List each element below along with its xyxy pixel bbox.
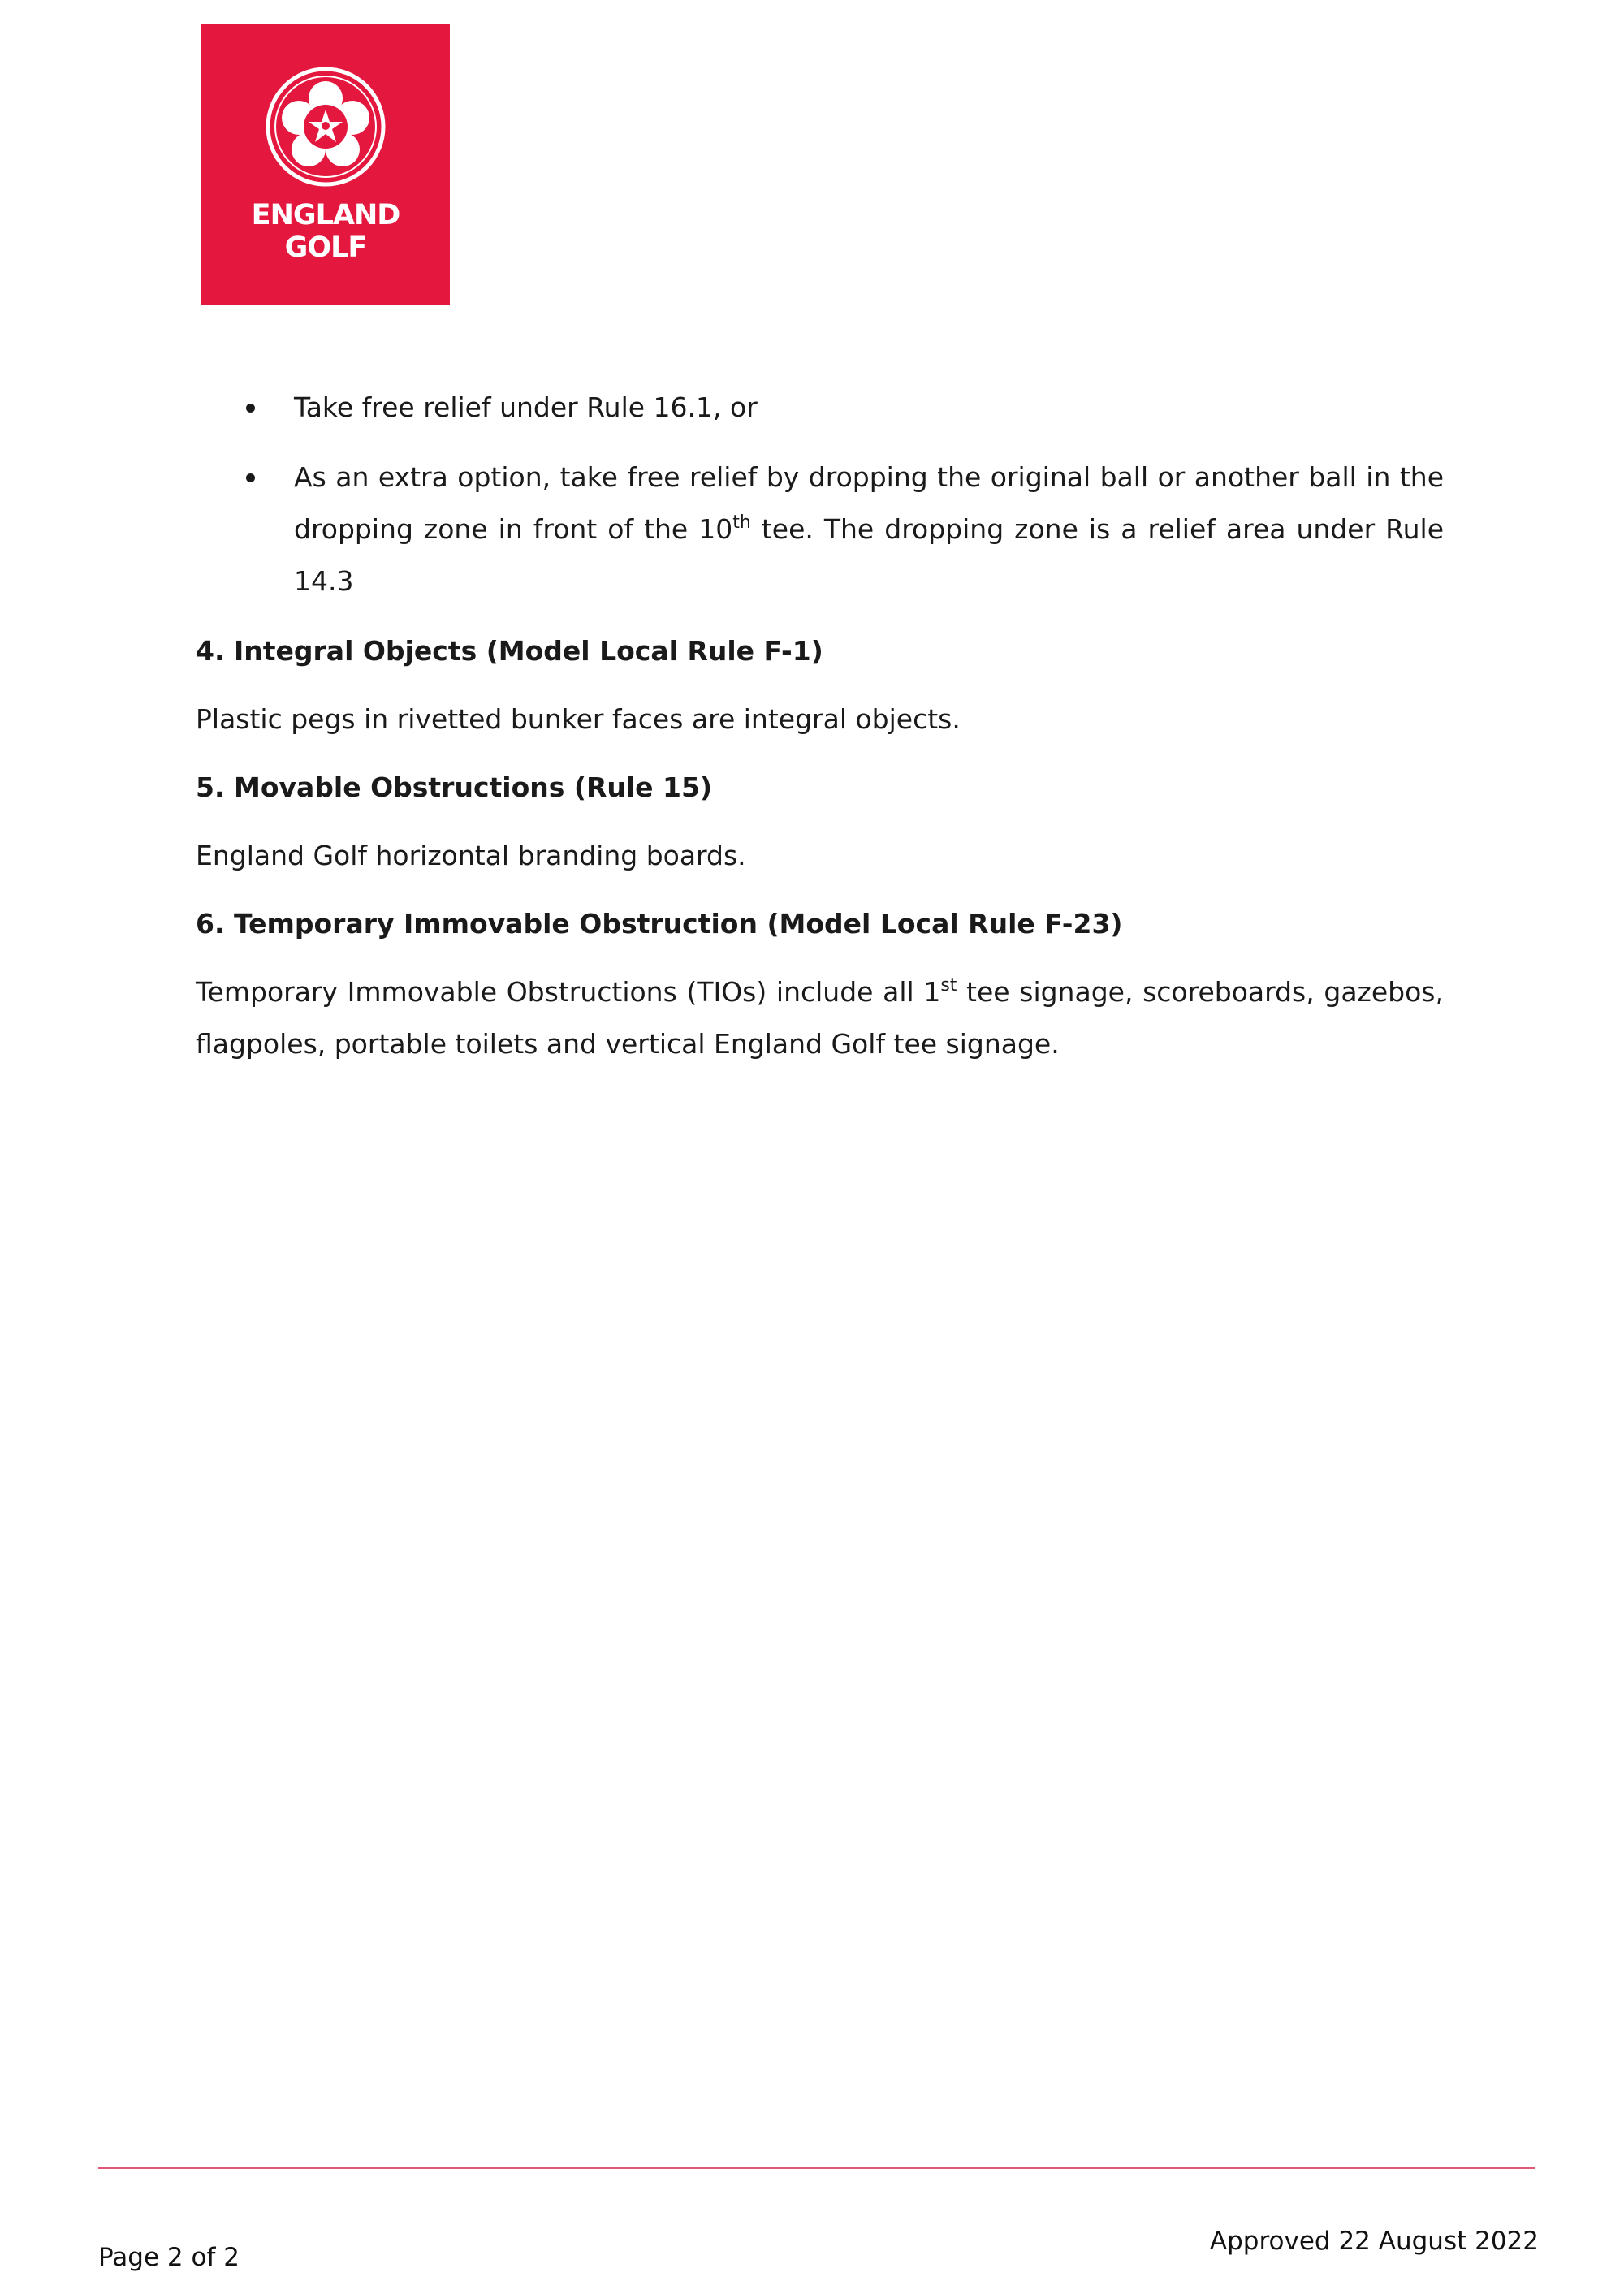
logo-text-england: ENGLAND — [251, 199, 400, 231]
section-heading-movable-obstructions: 5. Movable Obstructions (Rule 15) — [196, 771, 713, 803]
list-item — [196, 382, 1444, 434]
section-body-integral-objects: Plastic pegs in rivetted bunker faces are integral objects. — [196, 703, 961, 735]
list-item — [196, 451, 1444, 607]
section-body-temporary-obstruction — [196, 966, 1444, 1070]
section-body-movable-obstructions: England Golf horizontal branding boards. — [196, 840, 746, 871]
body-text-part: Temporary Immovable Obstructions (TIOs) include all 1 — [196, 976, 941, 1008]
relief-options-list — [196, 382, 1444, 607]
logo-text-golf: GOLF — [284, 231, 367, 264]
footer-divider — [98, 2167, 1535, 2169]
bullet-text-part: tee. The dropping zone is a relief area under Rule 14.3 — [294, 513, 1444, 597]
body-text-part: tee signage, scoreboards, gazebos, flagpoles, portable toilets and vertical England Golf tee signage. — [196, 976, 1444, 1060]
bullet-text: Take free relief under Rule 16.1, or — [294, 391, 758, 423]
bullet-icon — [246, 473, 255, 482]
bullet-icon — [246, 404, 255, 413]
superscript: th — [732, 512, 751, 533]
superscript: st — [940, 975, 957, 996]
section-heading-integral-objects: 4. Integral Objects (Model Local Rule F-1) — [196, 635, 823, 667]
section-heading-temporary-obstruction: 6. Temporary Immovable Obstruction (Model Local Rule F-23) — [196, 908, 1123, 940]
england-golf-logo — [201, 24, 450, 305]
document-body — [196, 382, 1444, 1087]
page-number: Page 2 of 2 — [98, 2243, 240, 2272]
bullet-text-part: As an extra option, take free relief by dropping the original ball or another ball in the dropping zone in front of the 10 — [294, 461, 1444, 545]
rose-icon — [265, 66, 387, 188]
approval-date: Approved 22 August 2022 — [1209, 2227, 1539, 2256]
